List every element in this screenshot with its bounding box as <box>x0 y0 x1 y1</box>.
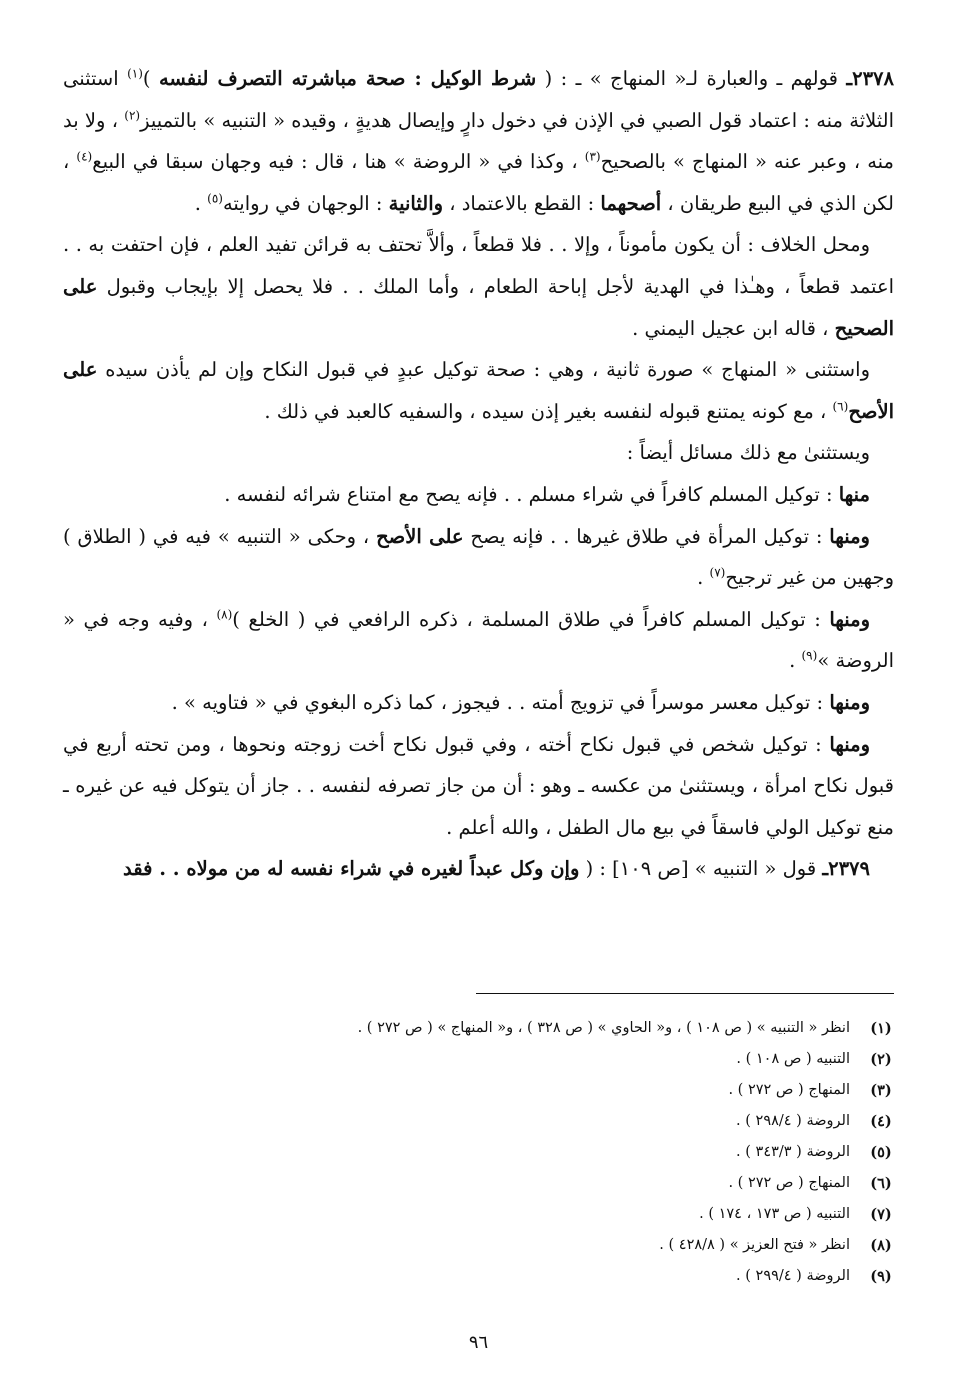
paragraph <box>63 599 894 682</box>
paragraph <box>63 349 894 432</box>
footnote-item <box>240 1168 894 1199</box>
bold-text: شرط الوكيل : صحة مباشرته التصرف لنفسه <box>158 67 537 90</box>
footnote-number: (٣) <box>870 1082 892 1099</box>
text-run: ، وفيه وجه في « الروضة » <box>63 607 894 673</box>
footnote-ref: (٣) <box>584 149 601 164</box>
footnote-text: الروضة ( ٢٩٨/٤ ) . <box>736 1113 850 1129</box>
text-run: ، ولا بد منه ، وعبر عنه « المنهاج » بالصحيح <box>63 108 894 174</box>
text-run: قول « التنبيه » [ص ١٠٩] : ( <box>579 857 823 881</box>
footnote-ref: (٦) <box>832 399 849 414</box>
paragraph <box>63 516 894 599</box>
footnotes-list <box>240 1013 894 1292</box>
footnote-text: الروضة ( ٢٩٩/٤ ) . <box>736 1268 850 1284</box>
footnote-number: (١) <box>870 1020 892 1037</box>
bold-text: ومنها <box>829 690 870 714</box>
paragraph <box>63 224 894 349</box>
footnote-number: (٥) <box>870 1144 892 1161</box>
bold-text: ومنها <box>829 607 871 631</box>
footnote-text: المنهاج ( ص ٢٧٢ ) . <box>728 1175 850 1191</box>
footnote-ref: (٤) <box>76 149 93 164</box>
text-run: ، قاله ابن عجيل اليمني . <box>632 316 835 340</box>
bold-text: وإن وكل عبداً لغيره في شراء نفسه له من مولاه . . فقد <box>122 857 580 881</box>
footnote-ref: (٧) <box>709 565 726 580</box>
text-run: : الوجهان في روايته <box>222 191 389 215</box>
paragraph <box>63 58 894 224</box>
footnote-number: (٨) <box>870 1237 892 1254</box>
footnote-number: (٢) <box>870 1051 892 1068</box>
footnote-ref: (٨) <box>216 607 233 622</box>
main-text <box>63 58 894 890</box>
paragraph <box>63 848 894 890</box>
footnote-item <box>240 1199 894 1230</box>
footnote-item <box>240 1106 894 1137</box>
text-run: : توكيل شخص في قبول نكاح أخته ، وفي قبول نكاح أخت زوجته ونحوها ، ومن تحته أربع في قبول نكاح امرأة ، ويستثنىٰ من عكسه ـ وهو : أن من جاز تصرفه لنفسه . . جاز أن يتوكل فيه عن غيره ـ منع توكيل الولي فاسقاً في بيع مال الطفل ، والله أعلم . <box>63 732 894 839</box>
footnote-number: (٦) <box>870 1175 892 1192</box>
text-run: : توكيل المسلم كافراً في طلاق المسلمة ، ذكره الرافعي في ( الخلع ) <box>232 607 830 631</box>
footnote-text: انظر « فتح العزيز » ( ٤٢٨/٨ ) . <box>659 1237 850 1253</box>
bold-text: والثانية <box>388 191 444 215</box>
footnote-ref: (٥) <box>207 191 223 206</box>
footnote-item <box>240 1261 894 1292</box>
footnote-number: (٩) <box>870 1268 892 1285</box>
text-run: : توكيل معسر موسراً في تزويج أمته . . فيجوز ، كما ذكره البغوي في « فتاويه » . <box>171 690 830 714</box>
footnote-ref: (١) <box>127 66 143 81</box>
text-run: ، مع كونه يمتنع قبوله لنفسه بغير إذن سيده ، والسفيه كالعبد في ذلك . <box>264 399 833 423</box>
footnote-item <box>240 1075 894 1106</box>
text-run: : توكيل المرأة في طلاق غيرها . . فإنه يصح <box>463 524 830 548</box>
text-run: ، لكن الذي في البيع طريقان ، <box>63 150 894 215</box>
text-run: . <box>789 649 802 673</box>
paragraph <box>63 474 894 516</box>
bold-text: على الأصح <box>376 524 464 548</box>
text-run: قولهم ـ والعبارة لـ« المنهاج » ـ : ( <box>536 67 847 90</box>
page-number: ٩٦ <box>468 1332 489 1353</box>
bold-text: على الصحيح <box>63 274 894 340</box>
bold-text: ومنها <box>829 732 870 756</box>
footnote-item <box>240 1137 894 1168</box>
footnote-text: انظر « التنبيه » ( ص ١٠٨ ) ، و« الحاوي » ( ص ٣٢٨ ) ، و« المنهاج » ( ص ٢٧٢ ) . <box>357 1020 850 1036</box>
bold-text: ٢٣٧٩ـ <box>822 857 870 881</box>
footnote-text: المنهاج ( ص ٢٧٢ ) . <box>728 1082 850 1098</box>
bold-text: أصحهما <box>600 191 662 215</box>
footnote-item <box>240 1044 894 1075</box>
text-run: ) <box>142 67 159 90</box>
text-run: . <box>697 566 710 590</box>
paragraph <box>63 432 894 474</box>
footnote-item <box>240 1230 894 1261</box>
text-run: : القطع بالاعتماد ، <box>443 191 601 215</box>
paragraph <box>63 724 894 849</box>
paragraph <box>63 682 894 724</box>
footnote-ref: (٢) <box>124 108 141 123</box>
text-run: واستثنى « المنهاج » صورة ثانية ، وهي : صحة توكيل عبدٍ في قبول النكاح وإن لم يأذن سيده <box>97 358 870 382</box>
text-run: ، وكذا في « الروضة » هنا ، قال : فيه وجهان سبقا في البيع <box>92 150 585 174</box>
footnote-item <box>240 1013 894 1044</box>
bold-text: على الأصح <box>63 358 894 423</box>
text-run: : توكيل المسلم كافراً في شراء مسلم . . فإنه يصح مع امتناع شرائه لنفسه . <box>224 482 839 506</box>
bold-text: منها <box>838 482 870 506</box>
text-run: ومحل الخلاف : أن يكون مأموناً ، وإلا . . فلا قطعاً ، وألاَّ تحتف به قرائن تفيد العلم ، فإن احتفت به . . اعتمد قطعاً ، وهـٰذا في الهدية لأجل إباحة الطعام ، وأما الملك . . فلا يحصل إلا بإيجاب وقبول <box>63 233 894 298</box>
text-run: ويستثنىٰ مع ذلك مسائل أيضاً : <box>626 441 870 465</box>
footnote-text: الروضة ( ٣٤٣/٣ ) . <box>736 1144 850 1160</box>
text-run: استثنى الثلاثة منه : اعتماد قول الصبي في الإذن في دخول دارٍ وإيصال هديةٍ ، وقيده « التنبيه » بالتمييز <box>63 67 894 132</box>
footnote-separator <box>476 993 894 994</box>
bold-text: ومنها <box>829 524 870 548</box>
footnote-text: التنبيه ( ص ١٠٨ ) . <box>736 1051 850 1067</box>
footnote-number: (٤) <box>870 1113 892 1130</box>
text-run: ، وحكى « التنبيه » فيه في ( الطلاق ) وجهين من غير ترجيح <box>63 524 894 590</box>
bold-text: ٢٣٧٨ـ <box>846 67 894 90</box>
footnote-ref: (٩) <box>801 648 818 663</box>
text-run: . <box>194 191 208 215</box>
footnote-text: التنبيه ( ص ١٧٣ ، ١٧٤ ) . <box>699 1206 850 1222</box>
footnote-number: (٧) <box>870 1206 892 1223</box>
